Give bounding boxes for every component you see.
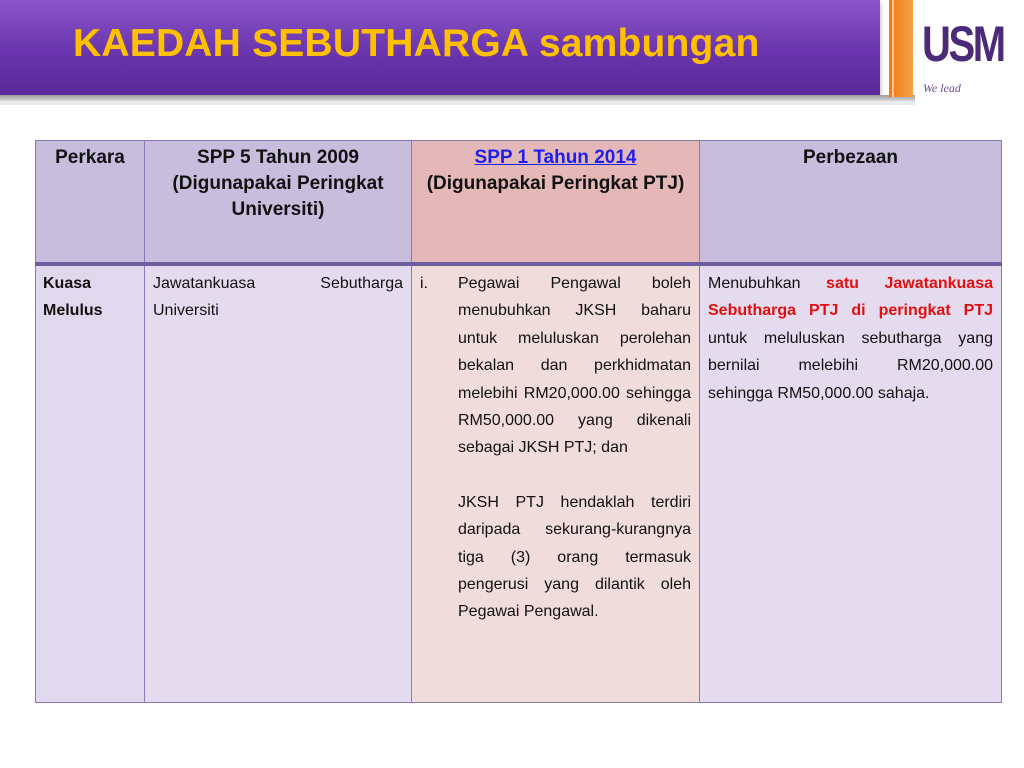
header-spp5-subtitle: (Digunapakai Peringkat Universiti) xyxy=(172,173,384,220)
header-spp5-title: SPP 5 Tahun 2009 xyxy=(197,147,359,168)
orange-accent-highlight xyxy=(892,0,894,97)
spp1-paragraph xyxy=(420,489,691,626)
banner-shadow-light xyxy=(0,101,915,105)
spp1-list-item xyxy=(420,270,691,462)
cell-perbezaan xyxy=(700,264,1002,703)
usm-logo xyxy=(918,14,1018,99)
logo-wordmark: USM xyxy=(922,16,1004,72)
header-perkara xyxy=(36,141,145,265)
perbezaan-pre: Menubuhkan xyxy=(708,275,801,292)
logo-tagline: We lead xyxy=(923,81,961,95)
spp1-item-text: Pegawai Pengawal boleh menubuhkan JKSH baharu untuk meluluskan perolehan bekalan dan perkhidmatan melebihi RM20,000.00 sehingga RM50,000.00 yang dikenali sebagai JKSH PTJ; dan xyxy=(458,275,691,457)
title-banner xyxy=(0,0,880,95)
spp1-para-text: JKSH PTJ hendaklah terdiri daripada sekurang-kurangnya tiga (3) orang termasuk pengerusi yang dilantik oleh Pegawai Pengawal. xyxy=(458,493,691,621)
header-spp5 xyxy=(145,141,412,265)
list-marker: i. xyxy=(420,275,428,292)
cell-spp1 xyxy=(412,264,700,703)
header-spp1-subtitle: (Digunapakai Peringkat PTJ) xyxy=(426,173,685,194)
table-header-row xyxy=(36,141,1002,265)
perbezaan-post: untuk meluluskan sebutharga yang bernilai melebihi RM20,000.00 sehingga RM50,000.00 sahaja. xyxy=(708,329,993,402)
header-perbezaan xyxy=(700,141,1002,265)
header-perbezaan-label: Perbezaan xyxy=(802,147,899,168)
header-perkara-label: Perkara xyxy=(55,147,125,168)
perbezaan-highlight: satu Jawatankuasa Sebutharga PTJ di peringkat PTJ xyxy=(708,275,993,320)
comparison-table-wrapper xyxy=(35,140,1001,703)
spp1-2014-link[interactable]: SPP 1 Tahun 2014 xyxy=(474,147,637,168)
slide-title: KAEDAH SEBUTHARGA sambungan xyxy=(73,22,760,65)
comparison-table xyxy=(35,140,1002,703)
table-row xyxy=(36,264,1002,703)
spp5-text: Jawatankuasa Sebutharga Universiti xyxy=(153,275,403,320)
perkara-line-2: Melulus xyxy=(43,302,103,320)
header-spp1 xyxy=(412,141,700,265)
cell-perkara xyxy=(36,264,145,703)
perkara-line-1: Kuasa xyxy=(43,275,92,292)
cell-spp5 xyxy=(145,264,412,703)
paragraph-gap xyxy=(420,462,691,489)
